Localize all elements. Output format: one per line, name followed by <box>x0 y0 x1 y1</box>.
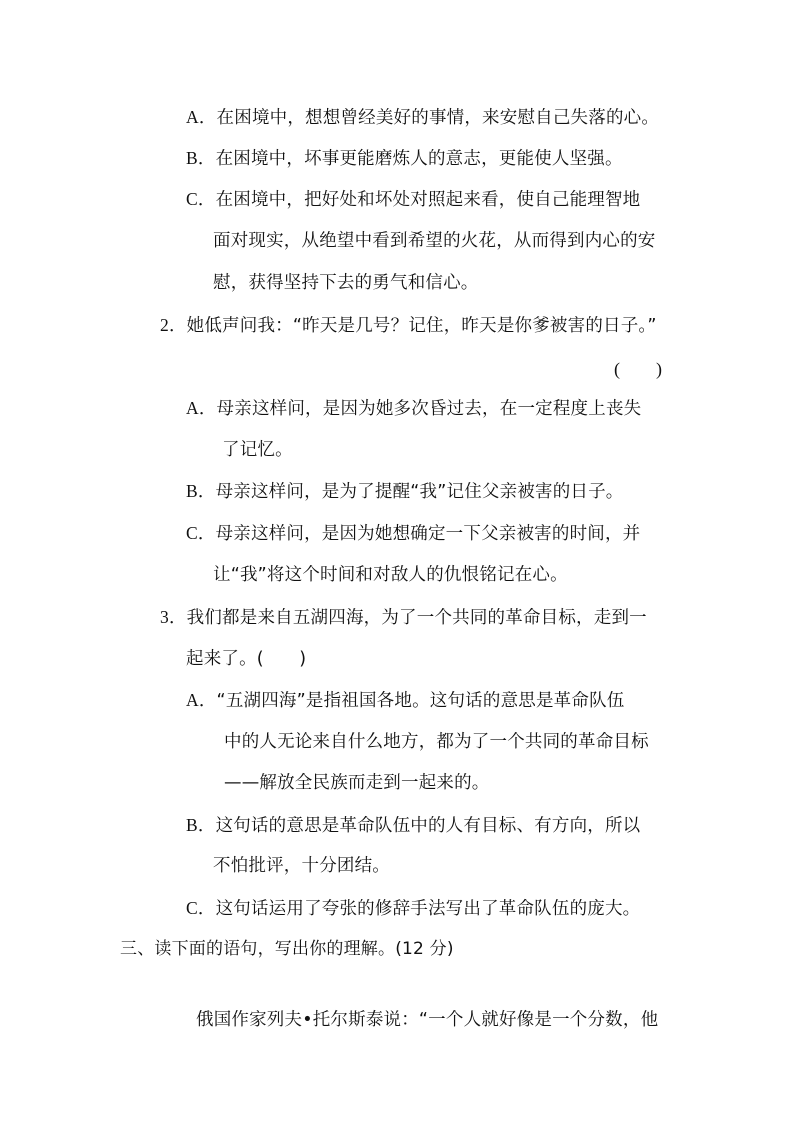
option-text: “五湖四海”是指祖国各地。这句话的意思是革命队伍 <box>216 691 625 711</box>
q1-option-b <box>186 146 623 171</box>
q2-option-a <box>186 396 641 421</box>
question-text: 我们都是来自五湖四海，为了一个共同的革命目标，走到一 <box>186 608 647 628</box>
question-number: 2． <box>160 315 187 335</box>
option-text: 这句话的意思是革命队伍中的人有目标、有方向，所以 <box>215 816 641 836</box>
q2-option-c <box>186 521 640 546</box>
q2-option-b <box>186 479 624 504</box>
q1-option-c-cont-2: 慰，获得坚持下去的勇气和信心。 <box>213 273 479 293</box>
section-heading: 三、读下面的语句，写出你的理解。(12 分) <box>120 939 454 959</box>
option-text: 母亲这样问，是因为她想确定一下父亲被害的时间，并 <box>215 524 641 544</box>
q1-option-c <box>186 187 640 212</box>
option-text: 母亲这样问，是因为她多次昏过去，在一定程度上丧失 <box>216 399 642 419</box>
option-label: C． <box>186 898 216 918</box>
q3-option-a-cont-1: 中的人无论来自什么地方，都为了一个共同的革命目标 <box>224 732 649 752</box>
option-text: 在困境中，想想曾经美好的事情，来安慰自己失落的心。 <box>216 108 660 128</box>
question-3-cont: 起来了。( ) <box>186 649 307 669</box>
section-paragraph: 俄国作家列夫•托尔斯泰说：“一个人就好像是一个分数，他 <box>196 1010 659 1030</box>
q3-option-b-cont: 不怕批评，十分团结。 <box>213 856 390 876</box>
option-text: 母亲这样问，是为了提醒“我”记住父亲被害的日子。 <box>215 482 624 502</box>
option-label: B． <box>186 815 216 835</box>
question-3 <box>160 605 647 630</box>
q3-option-b <box>186 813 640 838</box>
option-label: B． <box>186 148 216 168</box>
option-text: 这句话运用了夸张的修辞手法写出了革命队伍的庞大。 <box>215 899 641 919</box>
option-label: A． <box>186 107 217 127</box>
option-label: C． <box>186 523 216 543</box>
q3-option-c <box>186 896 640 921</box>
question-number: 3． <box>160 607 187 627</box>
q2-option-a-cont: 了记忆。 <box>222 440 293 460</box>
option-label: A． <box>186 398 217 418</box>
option-text: 在困境中，坏事更能磨炼人的意志，更能使人坚强。 <box>215 149 623 169</box>
q1-option-a <box>186 105 659 130</box>
option-label: B． <box>186 481 216 501</box>
question-text: 她低声问我：“昨天是几号？记住，昨天是你爹被害的日子。” <box>186 316 657 336</box>
option-label: C． <box>186 189 216 209</box>
q1-option-c-cont-1: 面对现实，从绝望中看到希望的火花，从而得到内心的安 <box>213 231 656 251</box>
question-2 <box>160 313 657 338</box>
q2-option-c-cont: 让“我”将这个时间和对敌人的仇恨铭记在心。 <box>213 565 568 585</box>
option-label: A． <box>186 690 217 710</box>
answer-blank[interactable]: ( ) <box>614 359 662 379</box>
q3-option-a <box>186 688 624 713</box>
q3-option-a-cont-2: ——解放全民族而走到一起来的。 <box>224 773 490 793</box>
option-text: 在困境中，把好处和坏处对照起来看，使自己能理智地 <box>215 190 641 210</box>
